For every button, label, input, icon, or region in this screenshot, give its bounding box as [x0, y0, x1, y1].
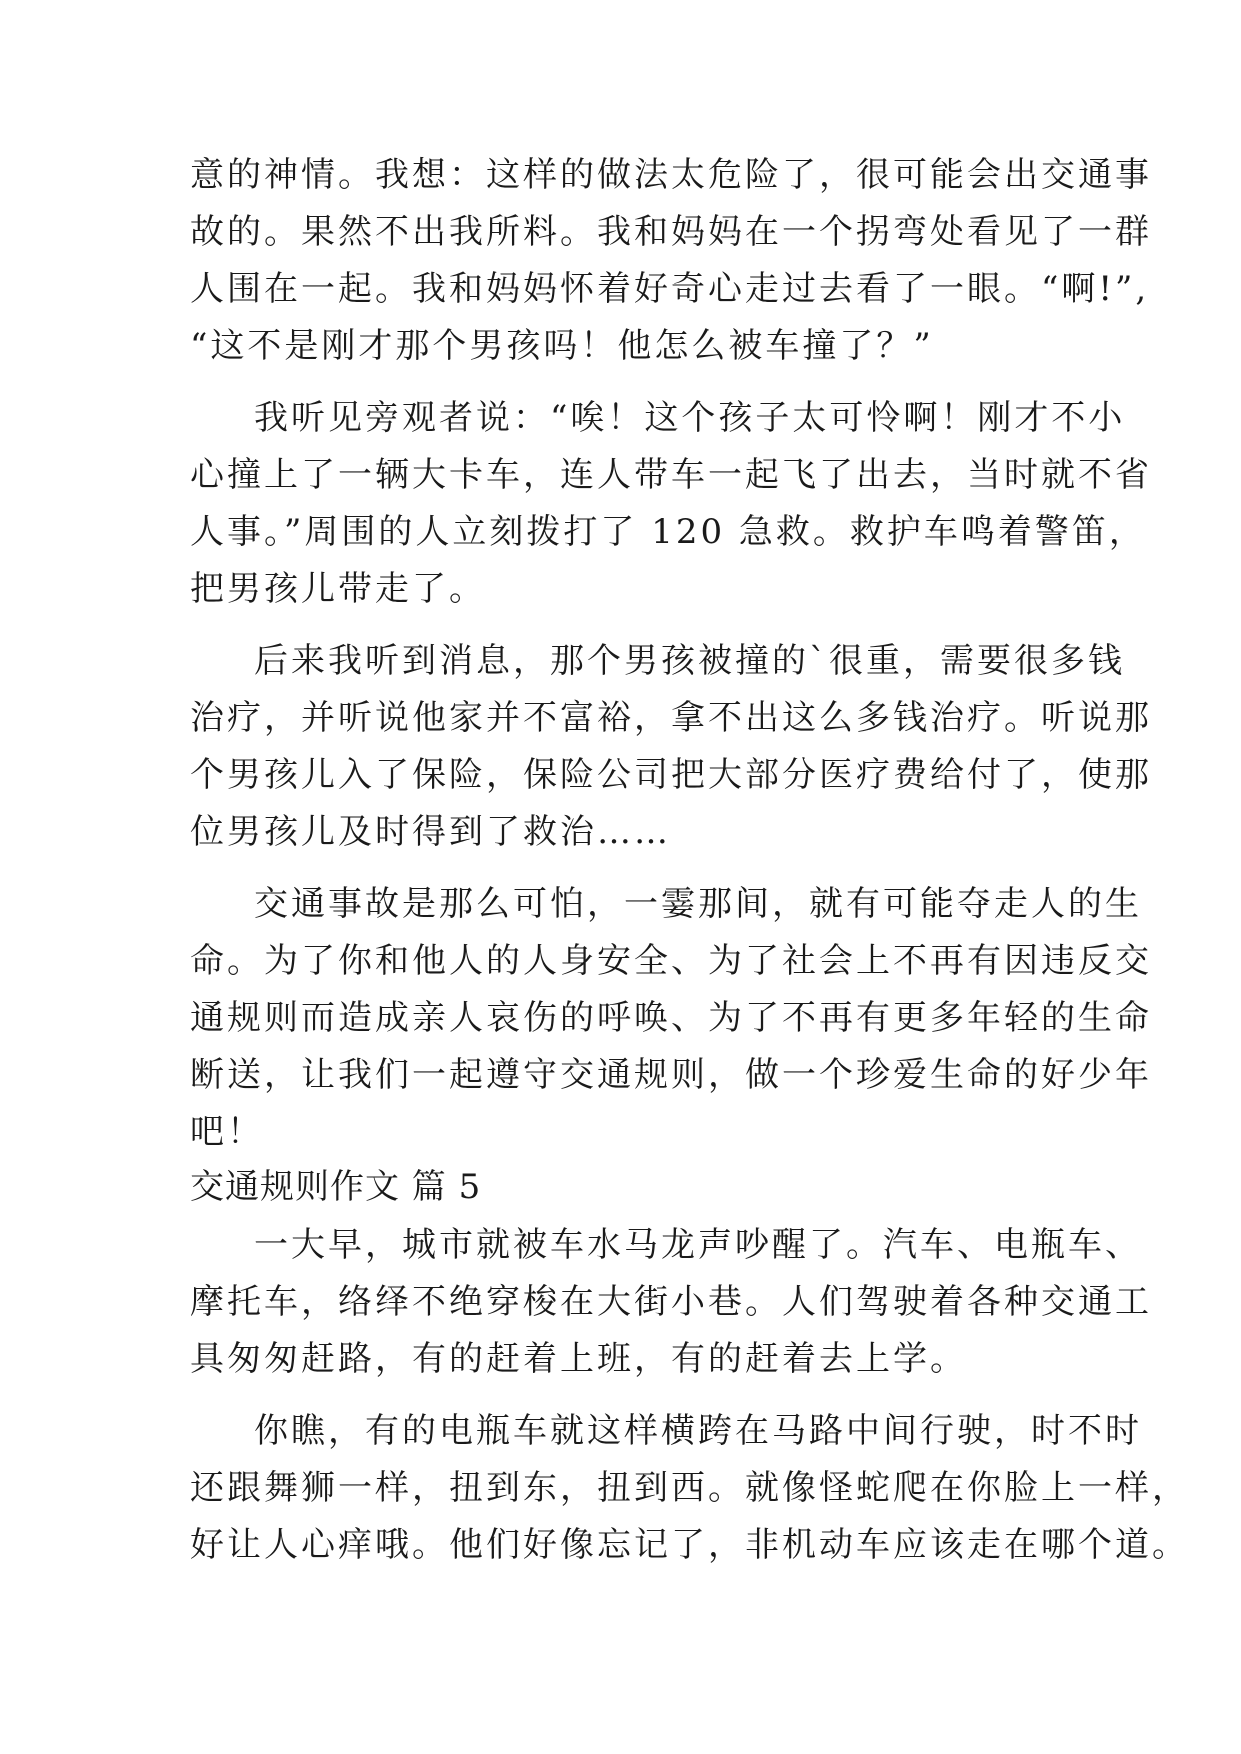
- text-line: 吧！: [190, 1112, 264, 1152]
- text-line: 具匆匆赶路，有的赶着上班，有的赶着去上学。: [190, 1339, 967, 1379]
- text-line: 治疗，并听说他家并不富裕，拿不出这么多钱治疗。听说那: [190, 698, 1152, 738]
- text-line: 摩托车，络绎不绝穿梭在大街小巷。人们驾驶着各种交通工: [190, 1282, 1152, 1322]
- text-line: 断送，让我们一起遵守交通规则，做一个珍爱生命的好少年: [190, 1055, 1152, 1095]
- text-line: 故的。果然不出我所料。我和妈妈在一个拐弯处看见了一群: [190, 212, 1152, 252]
- text-line: 位男孩儿及时得到了救治……: [190, 812, 671, 852]
- text-line: 个男孩儿入了保险，保险公司把大部分医疗费给付了，使那: [190, 755, 1152, 795]
- paragraph-start: 我听见旁观者说：“唉！这个孩子太可怜啊！刚才不小: [254, 398, 1126, 438]
- text-line: “这不是刚才那个男孩吗！他怎么被车撞了？”: [190, 326, 934, 366]
- paragraph-start: 你瞧，有的电瓶车就这样横跨在马路中间行驶，时不时: [254, 1411, 1142, 1451]
- text-line: 命。为了你和他人的人身安全、为了社会上不再有因违反交: [190, 941, 1152, 981]
- text-line: 通规则而造成亲人哀伤的呼唤、为了不再有更多年轻的生命: [190, 998, 1152, 1038]
- text-line: 人围在一起。我和妈妈怀着好奇心走过去看了一眼。“啊!”,: [190, 269, 1150, 309]
- text-line: 好让人心痒哦。他们好像忘记了，非机动车应该走在哪个道。: [190, 1525, 1189, 1565]
- text-line: 心撞上了一辆大卡车，连人带车一起飞了出去，当时就不省: [190, 455, 1152, 495]
- paragraph-start: 后来我听到消息，那个男孩被撞的`很重，需要很多钱: [254, 641, 1125, 681]
- text-line: 还跟舞狮一样，扭到东，扭到西。就像怪蛇爬在你脸上一样，: [190, 1468, 1189, 1508]
- text-line: 意的神情。我想：这样的做法太危险了，很可能会出交通事: [190, 155, 1152, 195]
- text-line: 把男孩儿带走了。: [190, 569, 486, 609]
- text-line: 人事。”周围的人立刻拨打了 120 急救。救护车鸣着警笛，: [190, 512, 1146, 552]
- paragraph-start: 交通事故是那么可怕，一霎那间，就有可能夺走人的生: [254, 884, 1142, 924]
- paragraph-start: 一大早，城市就被车水马龙声吵醒了。汽车、电瓶车、: [254, 1225, 1142, 1265]
- section-heading: 交通规则作文 篇 5: [190, 1167, 482, 1207]
